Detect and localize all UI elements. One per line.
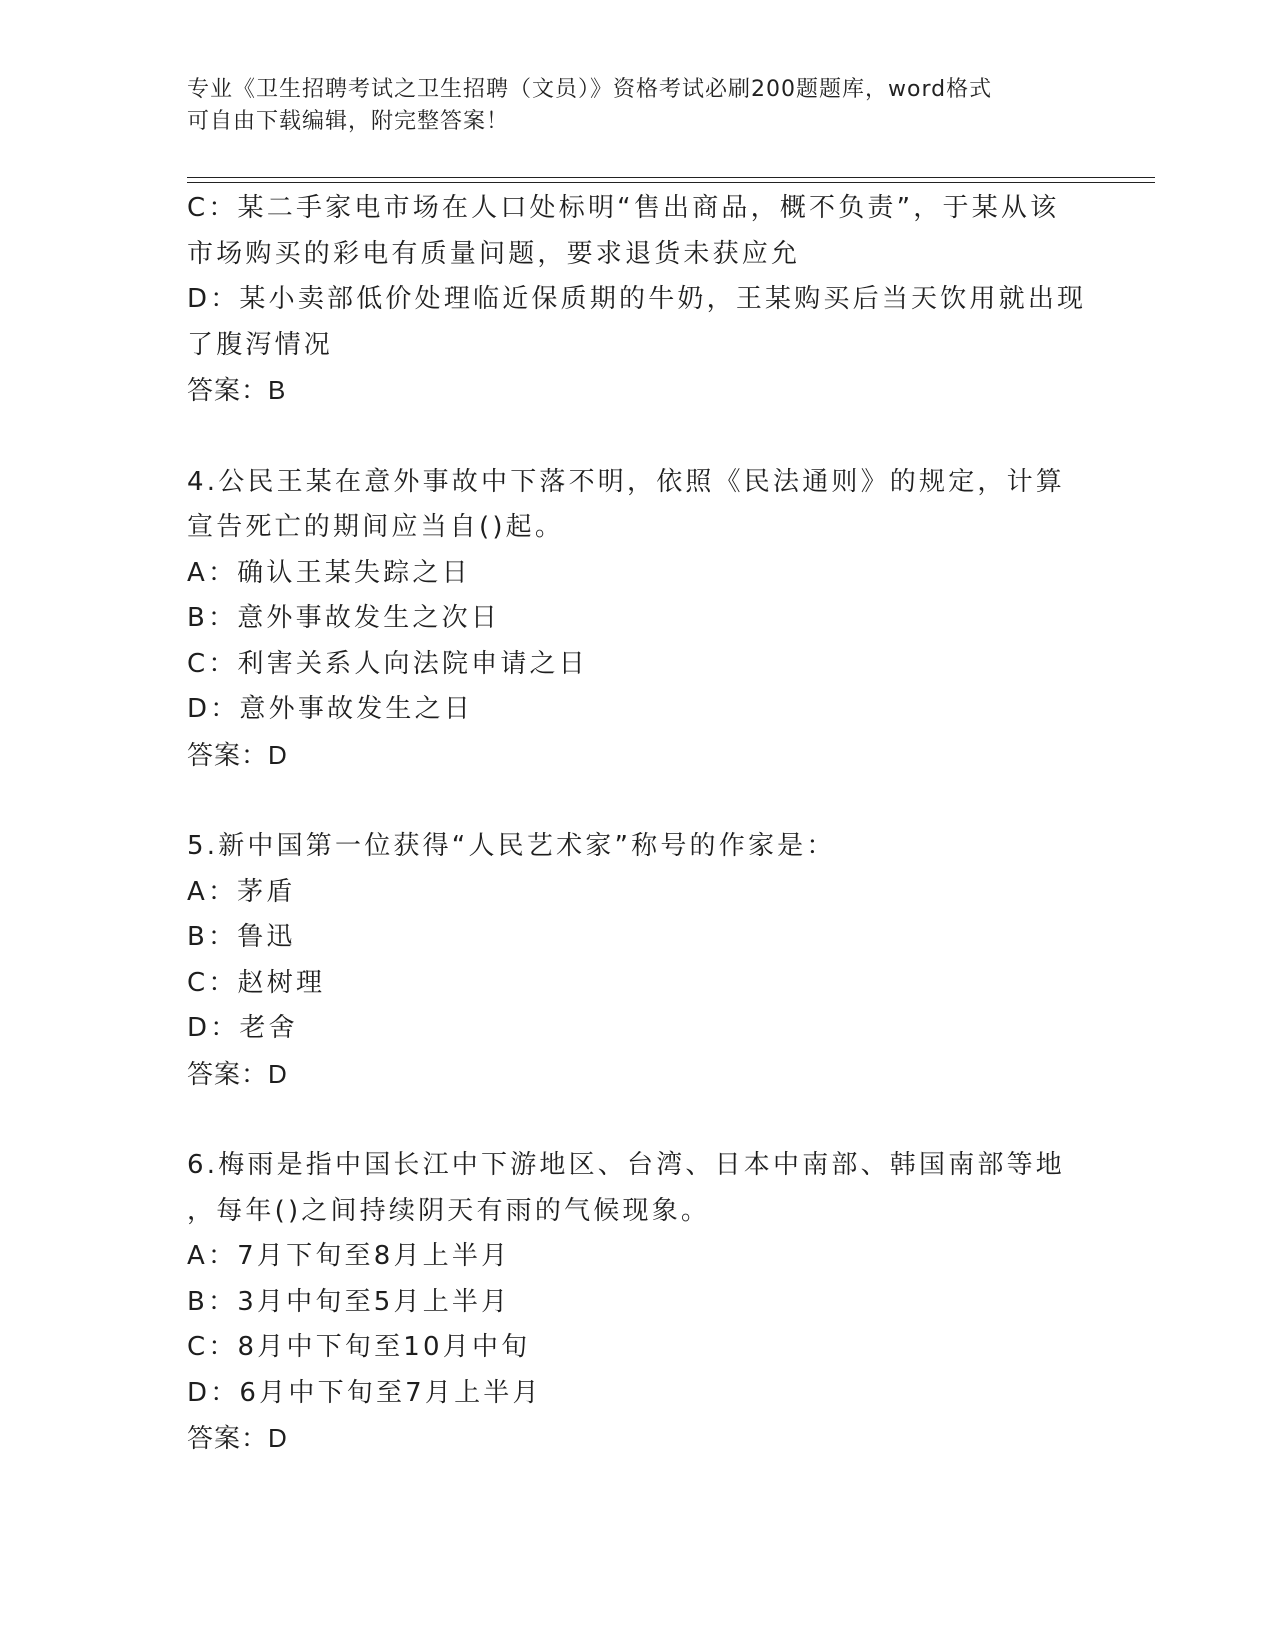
header-line-2: 可自由下载编辑，附完整答案！ [187, 109, 510, 134]
document-header [187, 74, 1087, 138]
question-3-tail [187, 186, 1087, 414]
question-stem-line-1: 4.公民王某在意外事故中下落不明，依照《民法通则》的规定，计算 [187, 466, 1066, 497]
option-c: C：赵树理 [187, 967, 326, 998]
option-d-line-1: D：某小卖部低价处理临近保质期的牛奶，王某购买后当天饮用就出现 [187, 284, 1087, 314]
option-b: B：鲁迅 [187, 922, 296, 952]
option-a: A：确认王某失踪之日 [187, 557, 471, 588]
question-stem-line-1: 5.新中国第一位获得“人民艺术家”称号的作家是： [187, 831, 836, 861]
option-d: D：意外事故发生之日 [187, 694, 474, 724]
answer-line: 答案：D [187, 739, 288, 770]
question-6 [187, 1143, 1087, 1462]
header-divider-top [187, 177, 1155, 178]
option-c: C：8月中下旬至10月中旬 [187, 1332, 531, 1362]
option-b: B：意外事故发生之次日 [187, 603, 501, 633]
spacer [187, 778, 1087, 824]
answer-line: 答案：D [187, 1423, 288, 1453]
option-b: B：3月中旬至5月上半月 [187, 1286, 511, 1317]
option-a: A：7月下旬至8月上半月 [187, 1241, 511, 1271]
header-divider-bottom [187, 182, 1155, 183]
question-stem-line-2: ，每年()之间持续阴天有雨的气候现象。 [187, 1195, 711, 1226]
question-4 [187, 460, 1087, 779]
option-a: A：茅盾 [187, 876, 296, 907]
spacer [187, 1097, 1087, 1143]
answer-line: 答案：D [187, 1058, 288, 1089]
answer-line: 答案：B [187, 375, 287, 405]
option-d-line-2: 了腹泻情况 [187, 329, 334, 360]
question-5 [187, 824, 1087, 1097]
option-d: D：老舍 [187, 1013, 298, 1043]
document-body [187, 186, 1087, 1462]
option-c-line-2: 市场购买的彩电有质量问题，要求退货未获应允 [187, 238, 801, 269]
option-c: C：利害关系人向法院申请之日 [187, 648, 588, 679]
header-line-1: 专业《卫生招聘考试之卫生招聘（文员）》资格考试必刷200题题库，word格式 [187, 77, 993, 102]
question-stem-line-1: 6.梅雨是指中国长江中下游地区、台湾、日本中南部、韩国南部等地 [187, 1150, 1066, 1180]
option-c-line-1: C：某二手家电市场在人口处标明“售出商品，概不负责”，于某从该 [187, 193, 1060, 223]
spacer [187, 414, 1087, 460]
option-d: D：6月中下旬至7月上半月 [187, 1377, 542, 1408]
question-stem-line-2: 宣告死亡的期间应当自()起。 [187, 512, 565, 542]
